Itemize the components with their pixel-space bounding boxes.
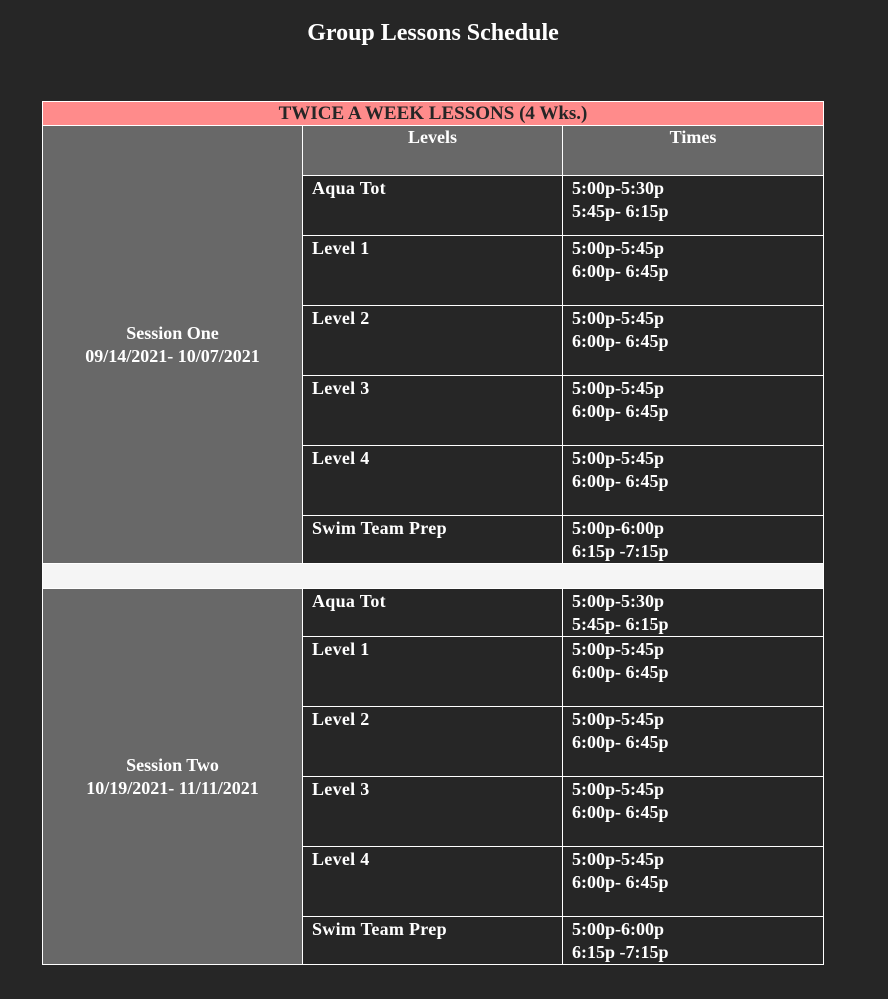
time-slot: 6:00p- 6:45p [572, 261, 669, 281]
time-slot: 5:00p-6:00p [572, 919, 665, 939]
times-cell [563, 446, 824, 516]
times-cell [563, 777, 824, 847]
time-slot: 5:00p-5:45p [572, 779, 665, 799]
level-cell: Level 2 [303, 306, 563, 376]
level-cell: Level 4 [303, 446, 563, 516]
schedule-table [42, 101, 824, 965]
times-cell [563, 917, 824, 965]
time-slot: 6:00p- 6:45p [572, 662, 669, 682]
level-cell: Level 3 [303, 777, 563, 847]
time-slot: 6:00p- 6:45p [572, 471, 669, 491]
session-spacer-row [43, 564, 824, 589]
levels-column-header: Levels [303, 126, 563, 176]
session-dates: 09/14/2021- 10/07/2021 [85, 345, 260, 366]
time-slot: 5:00p-5:45p [572, 849, 665, 869]
time-slot: 5:00p-5:45p [572, 378, 665, 398]
session-name: Session One [126, 322, 219, 343]
time-slot: 5:00p-5:45p [572, 709, 665, 729]
time-slot: 6:00p- 6:45p [572, 802, 669, 822]
level-cell: Swim Team Prep [303, 917, 563, 965]
times-cell [563, 376, 824, 446]
time-slot: 5:45p- 6:15p [572, 614, 669, 634]
time-slot: 5:00p-5:45p [572, 639, 665, 659]
time-slot: 5:00p-5:45p [572, 448, 665, 468]
session-two-cell [43, 589, 303, 965]
lesson-type-banner: TWICE A WEEK LESSONS (4 Wks.) [43, 102, 824, 126]
time-slot: 6:15p -7:15p [572, 541, 669, 561]
time-slot: 6:15p -7:15p [572, 942, 669, 962]
times-cell [563, 236, 824, 306]
level-cell: Level 1 [303, 637, 563, 707]
column-header-row [43, 126, 824, 176]
times-cell [563, 516, 824, 564]
time-slot: 5:45p- 6:15p [572, 201, 669, 221]
time-slot: 5:00p-5:30p [572, 178, 665, 198]
time-slot: 5:00p-5:45p [572, 308, 665, 328]
times-cell [563, 707, 824, 777]
times-column-header: Times [563, 126, 824, 176]
times-cell [563, 847, 824, 917]
level-cell: Aqua Tot [303, 589, 563, 637]
times-cell [563, 589, 824, 637]
session-one-cell [43, 126, 303, 564]
time-slot: 5:00p-6:00p [572, 518, 665, 538]
times-cell [563, 306, 824, 376]
times-cell [563, 176, 824, 236]
page-title: Group Lessons Schedule [307, 20, 559, 46]
session-name: Session Two [126, 754, 219, 775]
level-cell: Level 2 [303, 707, 563, 777]
level-cell: Aqua Tot [303, 176, 563, 236]
table-row [43, 589, 824, 637]
time-slot: 6:00p- 6:45p [572, 401, 669, 421]
session-spacer [43, 564, 824, 589]
level-cell: Level 1 [303, 236, 563, 306]
time-slot: 5:00p-5:45p [572, 238, 665, 258]
times-cell [563, 637, 824, 707]
time-slot: 6:00p- 6:45p [572, 732, 669, 752]
time-slot: 6:00p- 6:45p [572, 872, 669, 892]
time-slot: 5:00p-5:30p [572, 591, 665, 611]
session-dates: 10/19/2021- 11/11/2021 [86, 777, 259, 798]
level-cell: Level 4 [303, 847, 563, 917]
level-cell: Swim Team Prep [303, 516, 563, 564]
time-slot: 6:00p- 6:45p [572, 331, 669, 351]
banner-row [43, 102, 824, 126]
level-cell: Level 3 [303, 376, 563, 446]
